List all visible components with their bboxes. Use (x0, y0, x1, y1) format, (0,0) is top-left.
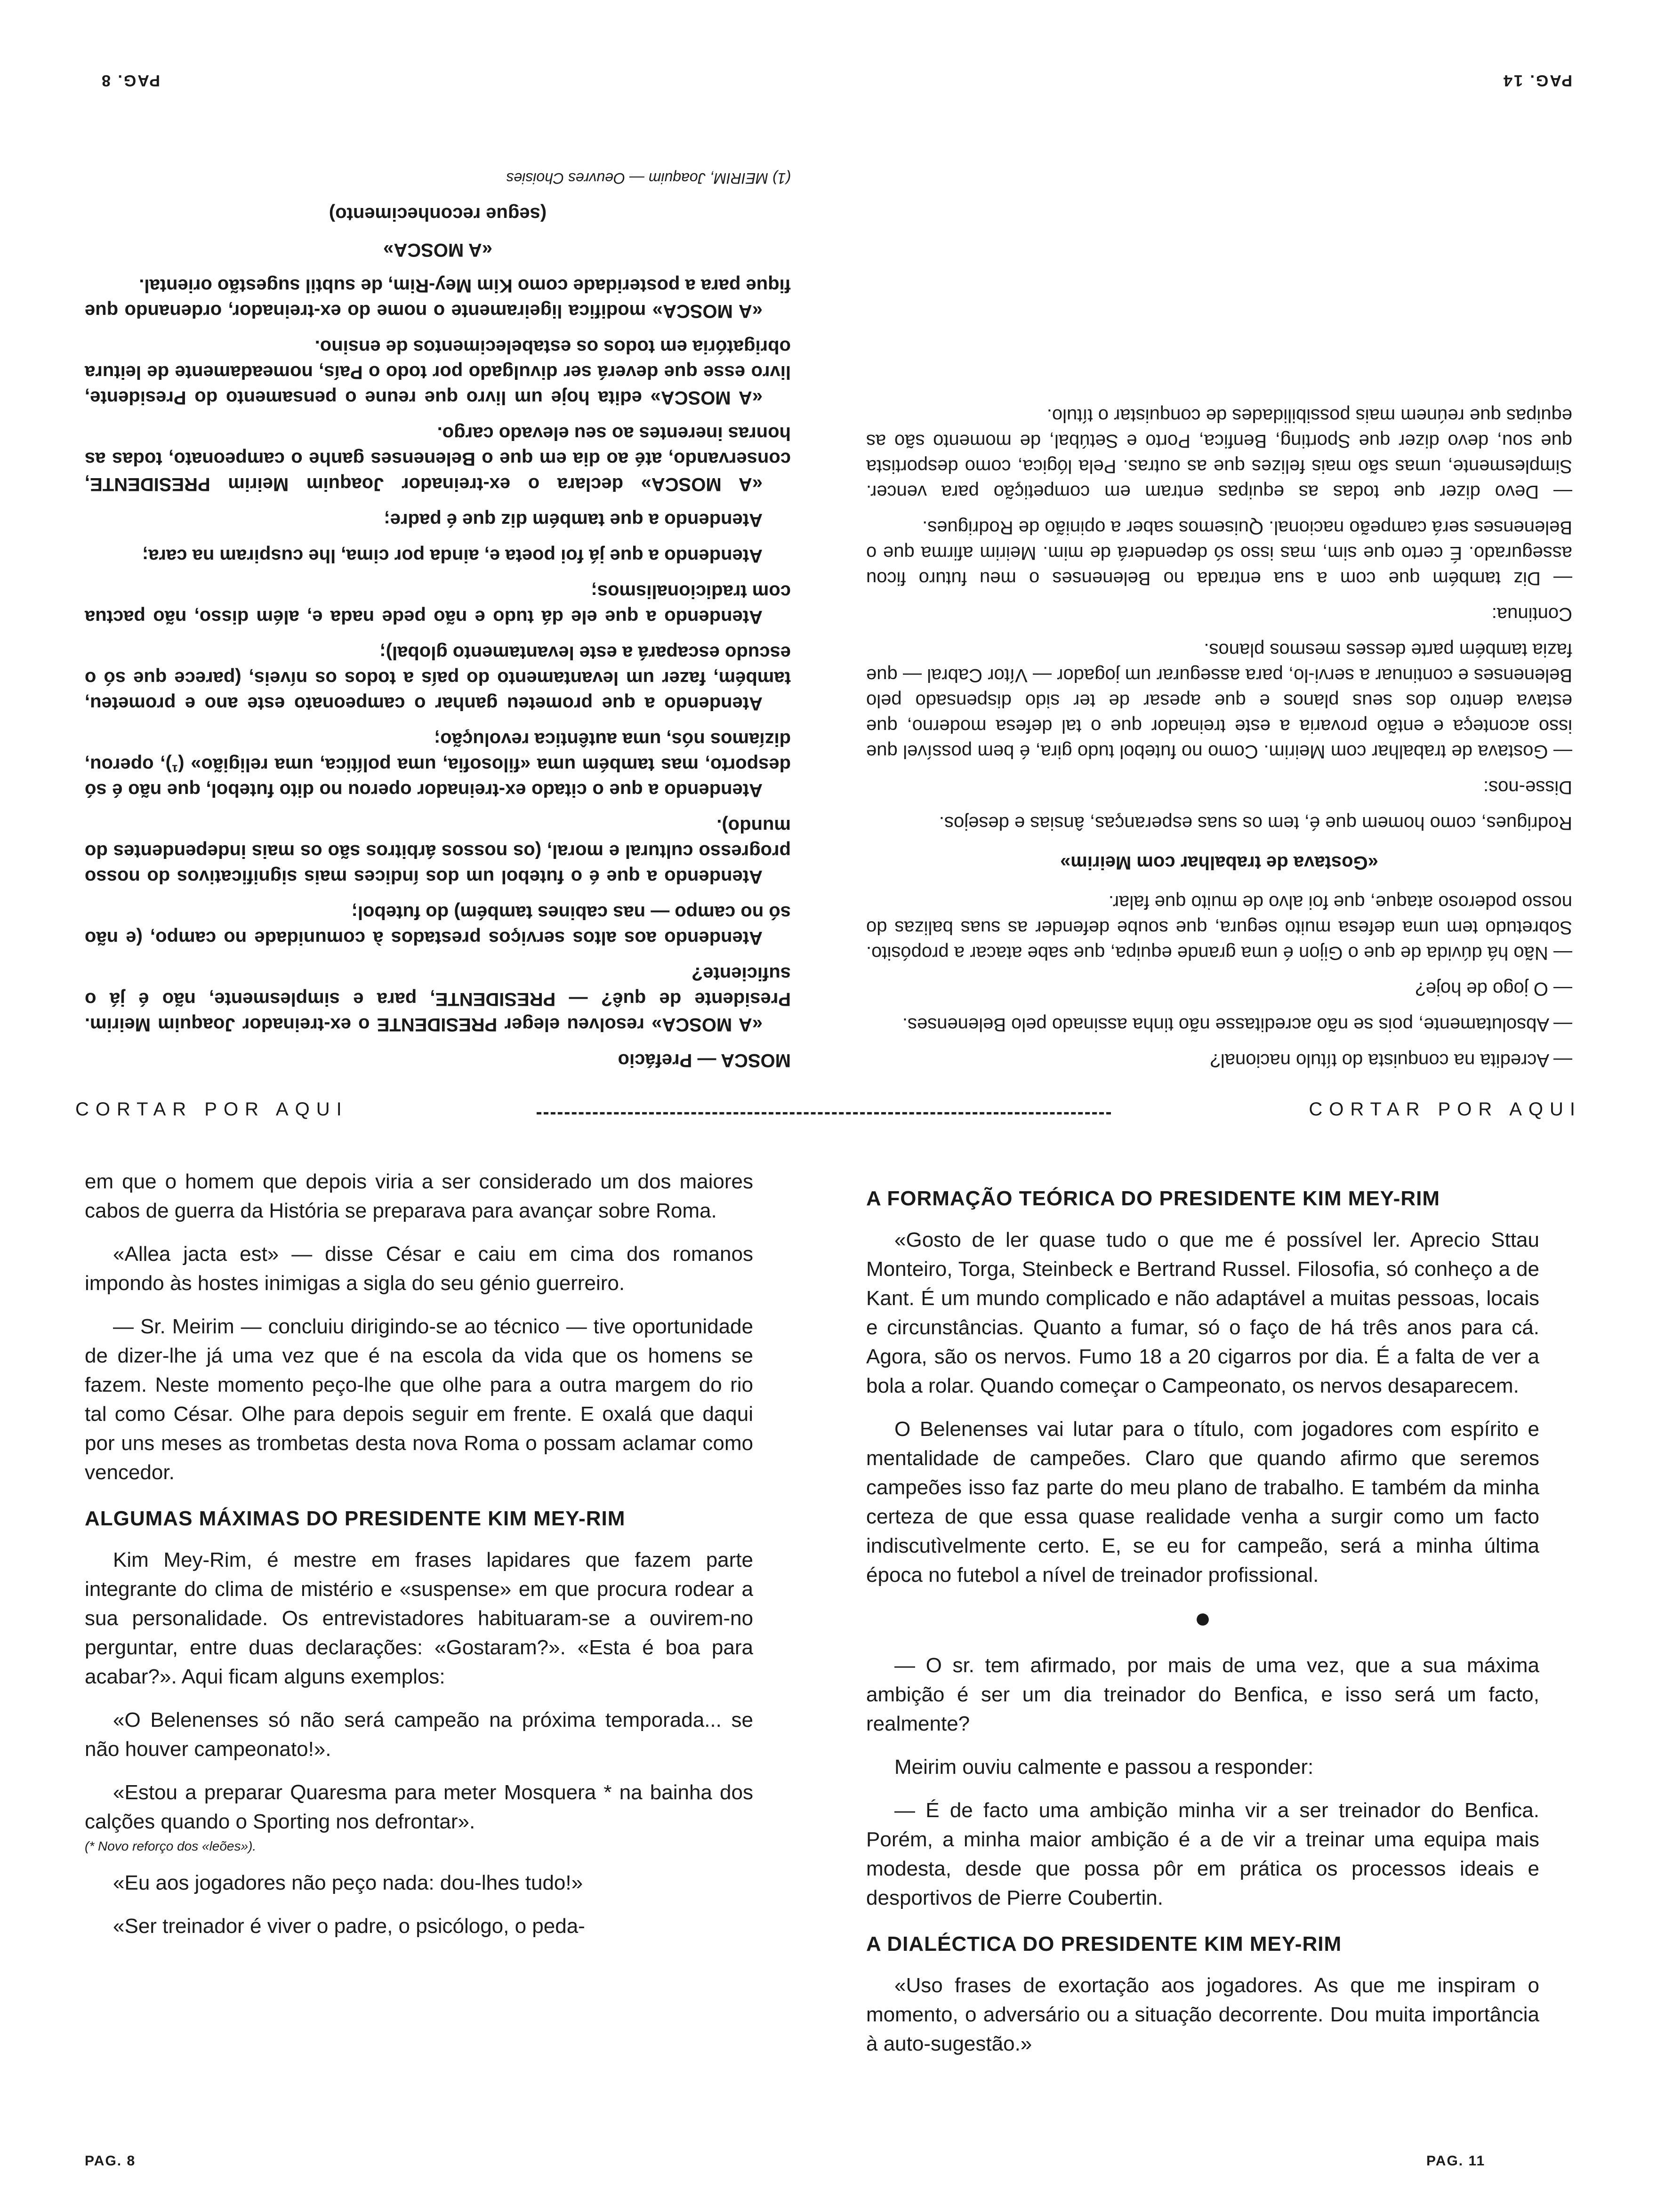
section-heading: ALGUMAS MÁXIMAS DO PRESIDENTE KIM MEY-RIM (85, 1507, 626, 1530)
dashed-rule (537, 1112, 1111, 1114)
paragraph: Rodrigues, como homem que é, tem os suas esperanças, ânsias e desejos. (939, 813, 1572, 834)
section-heading: MOSCA — Prefácio (618, 1050, 791, 1071)
page-number: PAG. 11 (1426, 2153, 1486, 2169)
paragraph: — Gostava de trabalhar com Meirim. Como no futebol tudo gira, é bem possível que isso aconteça e então provaria a este treinador que o tal defesa moderno, que estava dentro dos seus planos e que apesar de ter sido dispensado pelo Belenenses e continuar a servi-lo, para assegurar um jogador — Vítor Cabral — que fazia também parte desses mesmos planos. (866, 640, 1572, 762)
paragraph: O Belenenses vai lutar para o título, com jogadores com espírito e mentalidade de campeões. Claro que quando afirmo que seremos campeões isso faz parte do meu plano de trabalho. E também da minha certeza de que essa quase realidade venha a surgir como um facto indiscutìvelmente certo. E, se eu for campeão, será a minha última época no futebol a nível de treinador profissional. (866, 1418, 1539, 1587)
paragraph: «Uso frases de exortação aos jogadores. As que me inspiram o momento, o adversário ou a situação decorrente. Dou muita importância à auto-sugestão.» (866, 1974, 1539, 2055)
paragraph: Meirim ouviu calmente e passou a responder: (894, 1755, 1314, 1779)
inverted-preface-column (85, 155, 791, 1073)
paragraph: «Estou a preparar Quaresma para meter Mosquera * na bainha dos calções quando o Sporting nos defrontar». (85, 1781, 753, 1833)
paragraph: Atendendo aos altos serviços prestados à comunidade no campo, (e não só no campo — nas cabines também) do futebol; (85, 902, 791, 948)
page-number: PAG. 8 (85, 2153, 136, 2169)
paragraph: — Acredita na conquista do título nacional? (1210, 1050, 1572, 1071)
paragraph: Atendendo a que já foi poeta e, ainda por cima, lhe cuspiram na cara; (142, 545, 763, 566)
paragraph: Continua: (1491, 604, 1572, 625)
paragraph: Atendendo a que também diz que é padre; (384, 510, 763, 530)
section-heading: A DIALÉCTICA DO PRESIDENTE KIM MEY-RIM (866, 1932, 1342, 1956)
paragraph: Kim Mey-Rim, é mestre em frases lapidares que fazem parte integrante do clima de mistério e «suspense» em que procura rodear a sua personalidade. Os entrevistadores habituaram-se a ouvirem-no perguntar, entre duas declarações: «Gostaram?». «Esta é boa para acabar?». Aqui ficam alguns exemplos: (85, 1548, 753, 1688)
paragraph: «A MOSCA» resolveu eleger PRESIDENTE o ex-treinador Joaquim Meirim. Presidente de quê? — PRESIDENTE, para e simplesmente, não é já o suficiente? (85, 963, 791, 1035)
paragraph: Atendendo a que é o futebol um dos índices mais significativos do nosso progresso cultural e moral, (os nossos árbitros são os mais independentes do mundo). (85, 816, 791, 887)
footnote: (* Novo reforço dos «leões»). (85, 1839, 257, 1853)
paragraph: «Gosto de ler quase tudo o que me é possível ler. Aprecio Sttau Monteiro, Torga, Steinbeck e Bertrand Russel. Filosofia, só conheço a de Kant. É um mundo complicado e não adaptável a muitas pessoas, locais e circunstâncias. Quanto a fumar, só o faço de há três anos para cá. Agora, são os nervos. Fumo 18 a 20 cigarros por dia. É a falta de ver a bola a rolar. Quando começar o Campeonato, os nervos desaparecem. (866, 1228, 1539, 1397)
inverted-top-half (0, 0, 1657, 1092)
cut-label-right: CORTAR POR AQUI (1309, 1099, 1582, 1120)
bullet-separator: ● (1194, 1602, 1212, 1634)
paragraph: «Eu aos jogadores não peço nada: dou-lhes tudo!» (113, 1871, 583, 1894)
bottom-left-column (85, 1167, 753, 1955)
paragraph: «Allea jacta est» — disse César e caiu em cima dos romanos impondo às hostes inimigas a sigla do seu génio guerreiro. (85, 1242, 753, 1295)
paragraph: — Sr. Meirim — concluiu dirigindo-se ao técnico — tive oportunidade de dizer-lhe já uma vez que é na escola da vida que os homens se fazem. Neste momento peço-lhe que olhe para a outra margem do rio tal como César. Olhe para depois seguir em frente. E oxalá que daqui por uns meses as trombetas desta nova Roma o possam aclamar como vencedor. (85, 1315, 753, 1484)
paragraph: — É de facto uma ambição minha vir a ser treinador do Benfica. Porém, a minha maior ambição é a de vir a treinar uma equipa mais modesta, desde que possa pôr em prática os processos ideais e desportivos de Pierre Coubertin. (866, 1799, 1539, 1909)
paragraph: — Diz também que com a sua entrada no Belenenses o meu futuro ficou assegurado. É certo que sim, mas isso só dependerá de mim. Meirim afirma que o Belenenses será campeão nacional. Quisemos saber a opinião de Rodrigues. (866, 517, 1572, 589)
section-heading: A FORMAÇÃO TEÓRICA DO PRESIDENTE KIM MEY-RIM (866, 1187, 1440, 1210)
paragraph: em que o homem que depois viria a ser considerado um dos maiores cabos de guerra da História se preparava para avançar sobre Roma. (85, 1170, 753, 1222)
paragraph: — Devo dizer que todas as equipas entram em competição para vencer. Simplesmente, umas são mais felizes que as outras. Pela lógica, como desportista que sou, devo dizer que Sporting, Benfica, Porto e Setúbal, de momento são as equipas que reúnem mais possibilidades de conquistar o título. (866, 405, 1572, 502)
paragraph: «Ser treinador é viver o padre, o psicólogo, o peda- (113, 1915, 585, 1938)
bottom-right-column (866, 1167, 1539, 2073)
paragraph: (segue reconhecimento) (329, 204, 547, 224)
page-number: PAG. 14 (1502, 72, 1572, 89)
signature: «A MOSCA» (383, 240, 492, 260)
paragraph: — Não há dúvida de que o Gijon é uma grande equipa, que sabe atacar a propósito. Sobretudo tem uma defesa muito segura, que soube defender as suas balizas do nosso poderoso ataque, que foi alvo de muito que falar. (866, 892, 1572, 963)
section-heading: «Gostava de trabalhar com Meirim» (1060, 852, 1378, 873)
paragraph: «O Belenenses só não será campeão na próxima temporada... se não houver campeonato!». (85, 1708, 753, 1761)
page-number: PAG. 8 (100, 72, 160, 89)
paragraph: — O sr. tem afirmado, por mais de uma vez, que a sua máxima ambição é ser um dia treinador do Benfica, e isso será um facto, realmente? (866, 1654, 1539, 1735)
paragraph: «A MOSCA» edita hoje um livro que reune o pensamento do Presidente, livro esse que deverá ser divulgado por todo o País, nomeadamente de leitura obrigatória em todos os estabelecimentos de ensino. (85, 337, 791, 408)
footnote: (1) MEIRIM, Joaquim — Oeuvres Choisies (506, 170, 791, 187)
paragraph: Atendendo a que ele dá tudo e não pede nada e, além disso, não pactua com tradicionalismos; (85, 581, 791, 627)
paragraph: — O jogo de hoje? (1415, 978, 1572, 999)
paragraph: Disse-nos: (1483, 777, 1572, 798)
paragraph: Atendendo a que prometeu ganhar o campeonato este ano e prometeu, também, fazer um levantamento do país a todos os níveis, (parece que só o escudo escapará a este levantamento global); (85, 642, 791, 714)
paragraph: «A MOSCA» declara o ex-treinador Joaquim Meirim PRESIDENTE, conservando, até ao dia em que o Belenenses ganhe o campeonato, todas as honras inerentes ao seu elevado cargo. (85, 423, 791, 495)
paragraph: — Absolutamente, pois se não acreditasse não tinha assinado pelo Belenenses. (902, 1014, 1572, 1035)
cut-line (75, 1099, 1582, 1127)
inverted-interview-column (866, 393, 1572, 1073)
cut-label-left: CORTAR POR AQUI (75, 1099, 348, 1120)
paragraph: Atendendo a que o citado ex-treinador operou no dito futebol, que não é só desporto, mas também uma «filosofia, uma política, uma religião» (¹), operou, dizíamos nós, uma autêntica revolução; (85, 729, 791, 801)
paragraph: «A MOSCA» modifica ligeiramente o nome do ex-treinador, ordenando que fique para a posteridade como Kim Mey-Rim, de subtil sugestão oriental. (85, 275, 791, 321)
